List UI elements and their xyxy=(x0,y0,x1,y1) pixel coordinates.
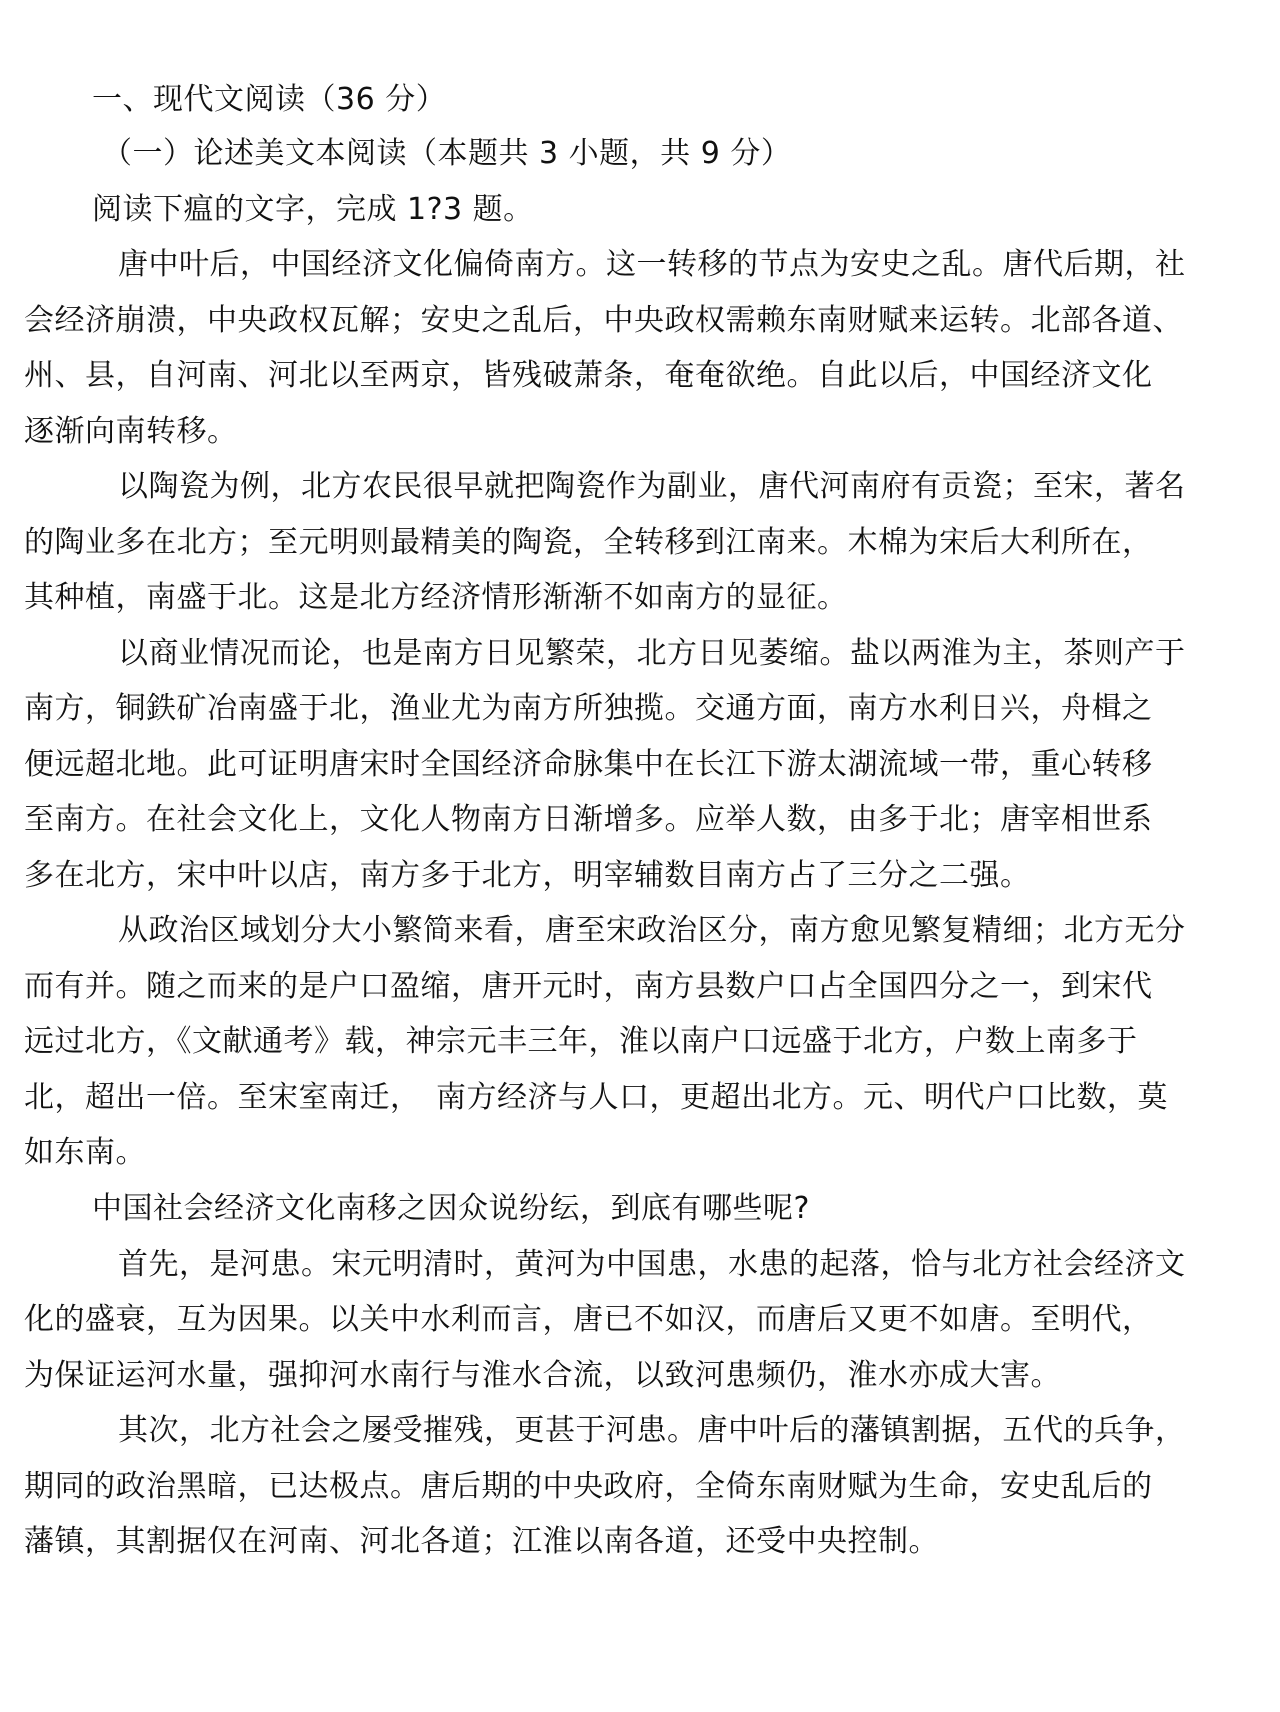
paragraph-line: 如东南。 xyxy=(24,1135,146,1170)
paragraph-line: 多在北方，宋中叶以店，南方多于北方，明宰辅数目南方占了三分之二强。 xyxy=(24,858,1031,893)
paragraph-line: 会经济崩溃，中央政权瓦解；安史之乱后，中央政权需赖东南财赋来运转。北部各道、 xyxy=(24,303,1183,338)
paragraph-line: 远过北方，《文献通考》载，神宗元丰三年，淮以南户口远盛于北方，户数上南多于 xyxy=(24,1024,1138,1059)
paragraph-line: 从政治区域划分大小繁简来看，唐至宋政治区分，南方愈见繁复精细；北方无分 xyxy=(118,913,1186,948)
paragraph-line: 而有并。随之而来的是户口盈缩，唐开元时，南方县数户口占全国四分之一，到宋代 xyxy=(24,969,1153,1004)
paragraph-line: 便远超北地。此可证明唐宋时全国经济命脉集中在长江下游太湖流域一带，重心转移 xyxy=(24,747,1153,782)
paragraph-line: 中国社会经济文化南移之因众说纷纭，到底有哪些呢? xyxy=(92,1191,810,1226)
paragraph-line: 至南方。在社会文化上，文化人物南方日渐增多。应举人数，由多于北；唐宰相世系 xyxy=(24,802,1153,837)
paragraph-line: 北，超出一倍。至宋室南迁， 南方经济与人口，更超出北方。元、明代户口比数，莫 xyxy=(24,1080,1168,1115)
paragraph-line: 州、县，自河南、河北以至两京，皆残破萧条，奄奄欲绝。自此以后，中国经济文化 xyxy=(24,358,1153,393)
reading-instruction: 阅读下瘟的文字，完成 1?3 题。 xyxy=(92,192,534,227)
paragraph-line: 唐中叶后，中国经济文化偏倚南方。这一转移的节点为安史之乱。唐代后期，社 xyxy=(118,247,1186,282)
paragraph-line: 的陶业多在北方；至元明则最精美的陶瓷，全转移到江南来。木棉为宋后大利所在， xyxy=(24,525,1153,560)
section-heading: 一、现代文阅读（36 分） xyxy=(92,82,447,117)
paragraph-line: 其种植，南盛于北。这是北方经济情形渐渐不如南方的显征。 xyxy=(24,580,848,615)
subsection-heading: （一）论述美文本阅读（本题共 3 小题，共 9 分） xyxy=(102,136,792,171)
paragraph-line: 逐渐向南转移。 xyxy=(24,414,238,449)
paragraph-line: 期同的政治黑暗，已达极点。唐后期的中央政府，全倚东南财赋为生命，安史乱后的 xyxy=(24,1469,1153,1504)
paragraph-line: 以商业情况而论，也是南方日见繁荣，北方日见萎缩。盐以两淮为主，茶则产于 xyxy=(118,636,1186,671)
paragraph-line: 为保证运河水量，强抑河水南行与淮水合流，以致河患频仍，淮水亦成大害。 xyxy=(24,1358,1061,1393)
paragraph-line: 化的盛衰，互为因果。以关中水利而言，唐已不如汉，而唐后又更不如唐。至明代， xyxy=(24,1302,1153,1337)
paragraph-line: 以陶瓷为例，北方农民很早就把陶瓷作为副业，唐代河南府有贡瓷；至宋，著名 xyxy=(118,469,1186,504)
paragraph-line: 其次，北方社会之屡受摧残，更甚于河患。唐中叶后的藩镇割据，五代的兵争， xyxy=(118,1413,1186,1448)
paragraph-line: 南方，铜鉄矿冶南盛于北，渔业尤为南方所独揽。交通方面，南方水利日兴，舟楫之 xyxy=(24,691,1153,726)
paragraph-line: 首先，是河患。宋元明清时，黄河为中国患，水患的起落，恰与北方社会经济文 xyxy=(118,1247,1186,1282)
paragraph-line: 藩镇，其割据仅在河南、河北各道；江淮以南各道，还受中央控制。 xyxy=(24,1524,939,1559)
